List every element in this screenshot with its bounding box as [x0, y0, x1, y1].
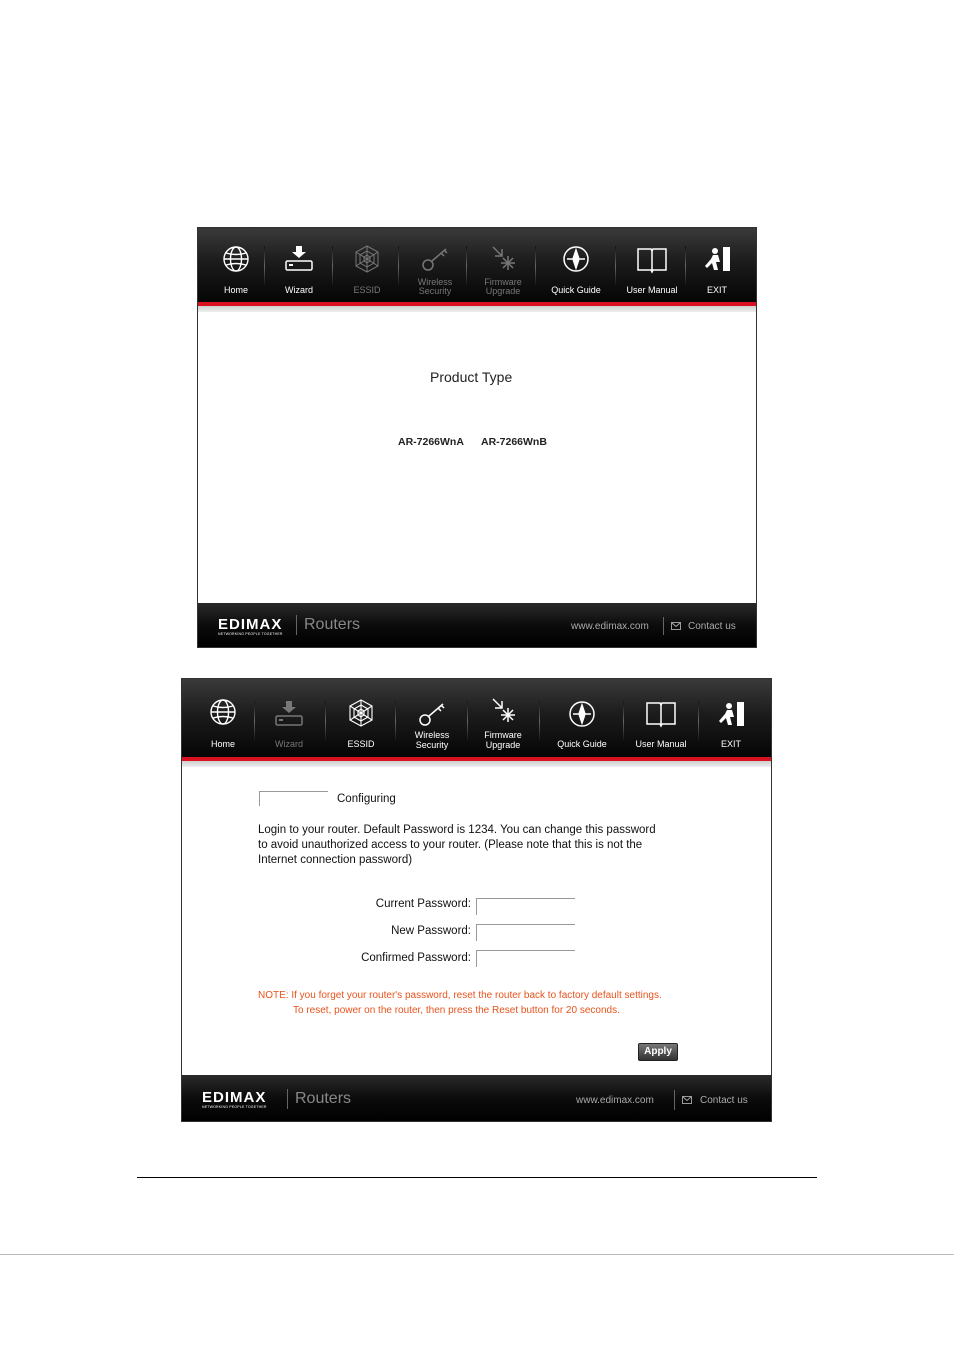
nav-home-label: Home: [223, 285, 248, 295]
confirmed-password-field[interactable]: [476, 950, 575, 967]
nav-home[interactable]: [201, 679, 245, 757]
product-type-window: [197, 227, 757, 648]
nav-separator: [535, 246, 536, 286]
grey-divider-bar: [198, 306, 756, 312]
nav-separator: [615, 246, 616, 286]
nav-security-label: Security: [418, 286, 452, 296]
nav-separator: [325, 701, 326, 741]
nav-essid[interactable]: [344, 228, 390, 302]
book-icon: [643, 698, 679, 728]
router-wizard-icon: [273, 699, 305, 729]
configuring-heading: Configuring: [337, 793, 396, 805]
nav-exit[interactable]: [710, 679, 752, 757]
footer-product-name: Routers: [295, 1090, 352, 1107]
exit-icon: [715, 699, 747, 729]
key-icon: [419, 244, 451, 274]
nav-wireless-security[interactable]: [410, 228, 460, 302]
nav-separator: [467, 701, 468, 741]
mail-icon: [671, 622, 681, 630]
note-line-2: To reset, power on the router, then press the Reset button for 20 seconds.: [293, 1005, 620, 1016]
nav-separator: [332, 246, 333, 286]
nav-firmware-upgrade[interactable]: [478, 679, 528, 757]
top-navigation-bar: [198, 228, 756, 302]
nav-user-manual[interactable]: [622, 228, 682, 302]
nav-security-label: Security: [415, 740, 449, 750]
footer-separator: [296, 615, 297, 635]
top-navigation-bar: [182, 679, 771, 757]
footer-separator: [674, 1090, 675, 1110]
nav-wizard-label: Wizard: [274, 739, 303, 749]
nav-separator: [539, 701, 540, 741]
nav-home[interactable]: [214, 228, 258, 302]
footer-product-name: Routers: [304, 616, 361, 633]
router-wizard-icon: [283, 244, 315, 274]
password-config-window: [181, 678, 772, 1122]
intro-line-3: Internet connection password): [258, 854, 413, 866]
nav-separator: [254, 701, 255, 741]
nav-separator: [698, 701, 699, 741]
book-icon: [636, 244, 668, 274]
footer-website-link[interactable]: www.edimax.com: [571, 621, 649, 632]
nav-user-manual[interactable]: [631, 679, 691, 757]
footer-contact-link[interactable]: Contact us: [700, 1095, 748, 1106]
note-line-1: NOTE: If you forget your router's password, reset the router back to factory default settings.: [258, 990, 662, 1001]
firmware-icon: [487, 696, 519, 726]
apply-button[interactable]: Apply: [638, 1043, 678, 1061]
confirmed-password-label: Confirmed Password:: [361, 952, 471, 964]
nav-separator: [264, 246, 265, 286]
nav-essid-label: ESSID: [353, 285, 381, 295]
footer-separator: [287, 1089, 288, 1109]
new-password-field[interactable]: [476, 924, 575, 941]
nav-wizard[interactable]: [266, 679, 312, 757]
nav-firmware-upgrade[interactable]: [478, 228, 528, 302]
nav-upgrade-label: Upgrade: [485, 740, 521, 750]
edimax-logo: EDIMAX NETWORKING PEOPLE TOGETHER: [218, 616, 283, 636]
nav-home-label: Home: [210, 739, 235, 749]
globe-icon: [220, 244, 252, 274]
footer-separator: [663, 617, 664, 635]
nav-exit-label: EXIT: [720, 739, 741, 749]
current-password-field[interactable]: [476, 898, 575, 915]
globe-icon: [207, 697, 239, 727]
nav-essid-label: ESSID: [347, 739, 375, 749]
nav-exit-label: EXIT: [706, 285, 727, 295]
nav-quick-guide[interactable]: [552, 679, 612, 757]
nav-wireless-label: Wireless: [414, 730, 450, 740]
nav-wizard-label: Wizard: [284, 285, 313, 295]
nav-separator: [685, 246, 686, 286]
footer-bar: [182, 1075, 771, 1121]
mail-icon: [682, 1096, 692, 1104]
edimax-logo: EDIMAX NETWORKING PEOPLE TOGETHER: [202, 1089, 267, 1109]
nav-firmware-label: Firmware: [484, 730, 522, 740]
nav-user-manual-label: User Manual: [626, 285, 678, 295]
nav-separator: [398, 246, 399, 286]
nav-essid[interactable]: [338, 679, 384, 757]
nav-quick-guide-label: Quick Guide: [557, 739, 607, 749]
nav-separator: [623, 701, 624, 741]
intro-line-2: to avoid unauthorized access to your router. (Please note that this is not the: [258, 839, 643, 851]
page-bottom-rule: [0, 1254, 954, 1255]
footer-bar: [198, 603, 756, 647]
configuring-step-box: [259, 791, 328, 806]
nav-upgrade-label: Upgrade: [485, 286, 521, 296]
compass-icon: [566, 699, 598, 729]
nav-wireless-label: Wireless: [417, 277, 453, 287]
nav-separator: [466, 246, 467, 286]
current-password-label: Current Password:: [375, 898, 471, 910]
nav-wizard[interactable]: [276, 228, 322, 302]
nav-quick-guide-label: Quick Guide: [551, 285, 601, 295]
page-rule: [137, 1177, 817, 1178]
nav-user-manual-label: User Manual: [635, 739, 687, 749]
intro-line-1: Login to your router. Default Password is 1234. You can change this password: [258, 824, 656, 836]
nav-separator: [395, 701, 396, 741]
page-title: Product Type: [430, 369, 513, 385]
model-option-b[interactable]: AR-7266WnB: [481, 436, 547, 448]
model-option-a[interactable]: AR-7266WnA: [398, 436, 464, 448]
new-password-label: New Password:: [391, 925, 471, 937]
key-icon: [416, 699, 448, 729]
firmware-icon: [487, 244, 519, 274]
grey-divider-bar: [182, 761, 771, 767]
compass-icon: [560, 244, 592, 274]
nav-wireless-security[interactable]: [407, 679, 457, 757]
exit-icon: [701, 244, 733, 274]
nav-firmware-label: Firmware: [484, 277, 522, 287]
nav-quick-guide[interactable]: [546, 228, 606, 302]
spiderweb-icon: [345, 698, 377, 728]
nav-exit[interactable]: [696, 228, 738, 302]
spiderweb-icon: [351, 244, 383, 274]
footer-website-link[interactable]: www.edimax.com: [576, 1095, 654, 1106]
footer-contact-link[interactable]: Contact us: [688, 621, 736, 632]
